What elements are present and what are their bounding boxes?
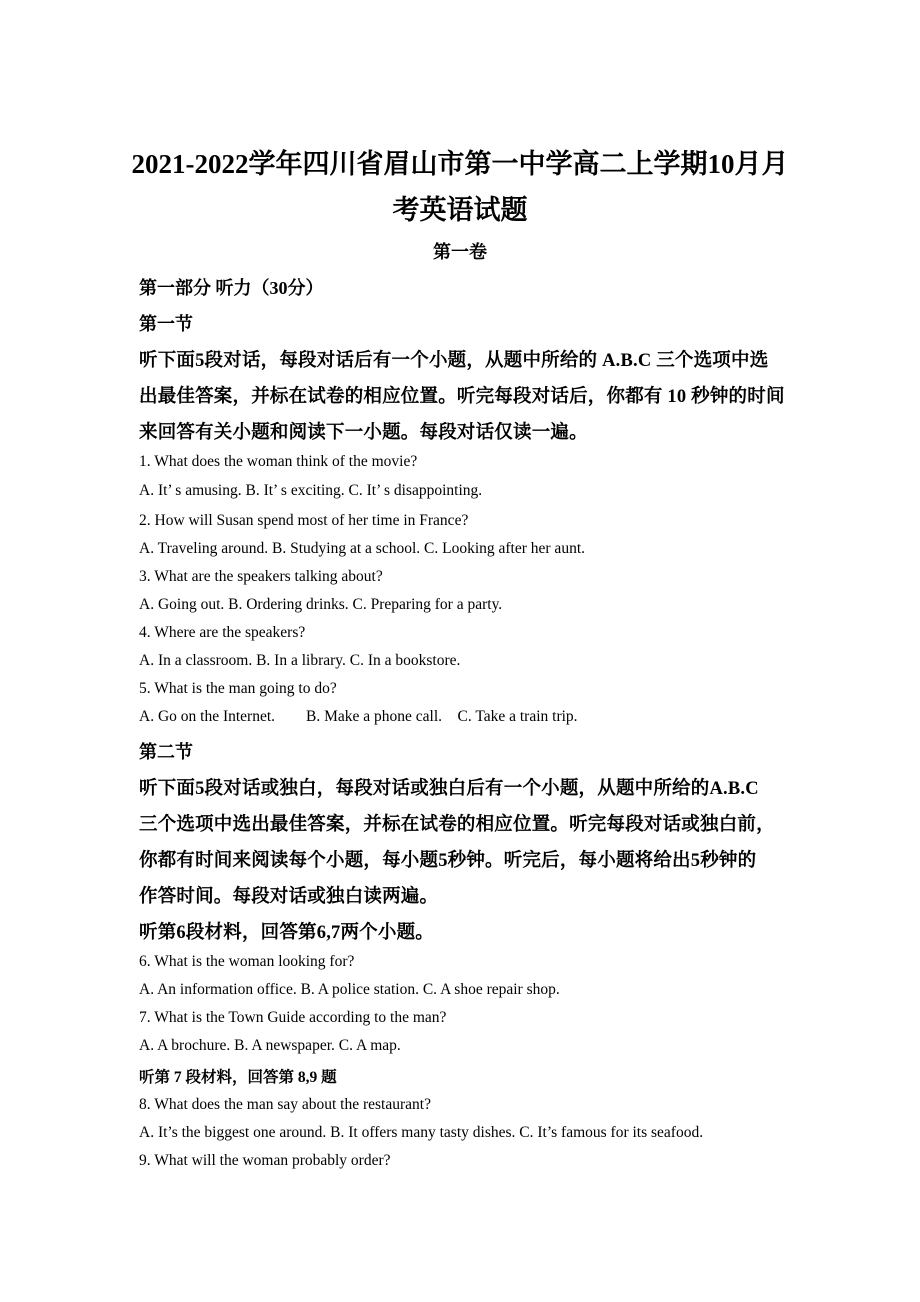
question-6-options: A. An information office. B. A police station. C. A shoe repair shop. (139, 981, 560, 998)
question-2: 2. How will Susan spend most of her time in France? (139, 512, 469, 529)
question-2-options: A. Traveling around. B. Studying at a school. C. Looking after her aunt. (139, 540, 585, 557)
question-8-options: A. It’s the biggest one around. B. It offers many tasty dishes. C. It’s famous for its seafood. (139, 1124, 704, 1141)
section1-instruction-line: 来回答有关小题和阅读下一小题。每段对话仅读一遍。 (139, 423, 588, 443)
section2-instruction-line: 你都有时间来阅读每个小题，每小题5秒钟。听完后，每小题将给出5秒钟的 (139, 851, 757, 871)
section1-heading: 第一节 (139, 314, 193, 334)
exam-title-line-1: 2021-2022学年四川省眉山市第一中学高二上学期10月月 (131, 149, 789, 179)
question-9: 9. What will the woman probably order? (139, 1152, 391, 1169)
material-6-heading: 听第6段材料，回答第6,7两个小题。 (139, 923, 434, 943)
question-8: 8. What does the man say about the restaurant? (139, 1096, 431, 1113)
part1-heading: 第一部分 听力（30分） (139, 278, 324, 298)
question-1-options: A. It’ s amusing. B. It’ s exciting. C. It’ s disappointing. (139, 482, 483, 499)
question-7-options: A. A brochure. B. A newspaper. C. A map. (139, 1037, 401, 1054)
section2-instruction-line: 作答时间。每段对话或独白读两遍。 (139, 887, 439, 907)
question-5: 5. What is the man going to do? (139, 680, 337, 697)
question-5-options: A. Go on the Internet. B. Make a phone call. C. Take a train trip. (139, 708, 578, 725)
question-7: 7. What is the Town Guide according to the man? (139, 1009, 447, 1026)
section2-instruction-line: 听下面5段对话或独白，每段对话或独白后有一个小题，从题中所给的A.B.C (139, 779, 759, 799)
volume-heading: 第一卷 (433, 242, 487, 262)
section1-instruction-line: 出最佳答案，并标在试卷的相应位置。听完每段对话后，你都有 10 秒钟的时间 (139, 387, 785, 407)
section1-instruction-line: 听下面5段对话，每段对话后有一个小题，从题中所给的 A.B.C 三个选项中选 (139, 351, 769, 371)
material-7-heading: 听第 7 段材料，回答第 8,9 题 (139, 1069, 337, 1086)
section2-instruction-line: 三个选项中选出最佳答案，并标在试卷的相应位置。听完每段对话或独白前， (139, 815, 775, 835)
question-6: 6. What is the woman looking for? (139, 953, 355, 970)
section2-heading: 第二节 (139, 742, 193, 762)
exam-title-line-2: 考英语试题 (392, 195, 528, 225)
question-4: 4. Where are the speakers? (139, 624, 306, 641)
question-4-options: A. In a classroom. B. In a library. C. In a bookstore. (139, 652, 461, 669)
question-1: 1. What does the woman think of the movie? (139, 453, 418, 470)
question-3-options: A. Going out. B. Ordering drinks. C. Preparing for a party. (139, 596, 503, 613)
question-3: 3. What are the speakers talking about? (139, 568, 383, 585)
